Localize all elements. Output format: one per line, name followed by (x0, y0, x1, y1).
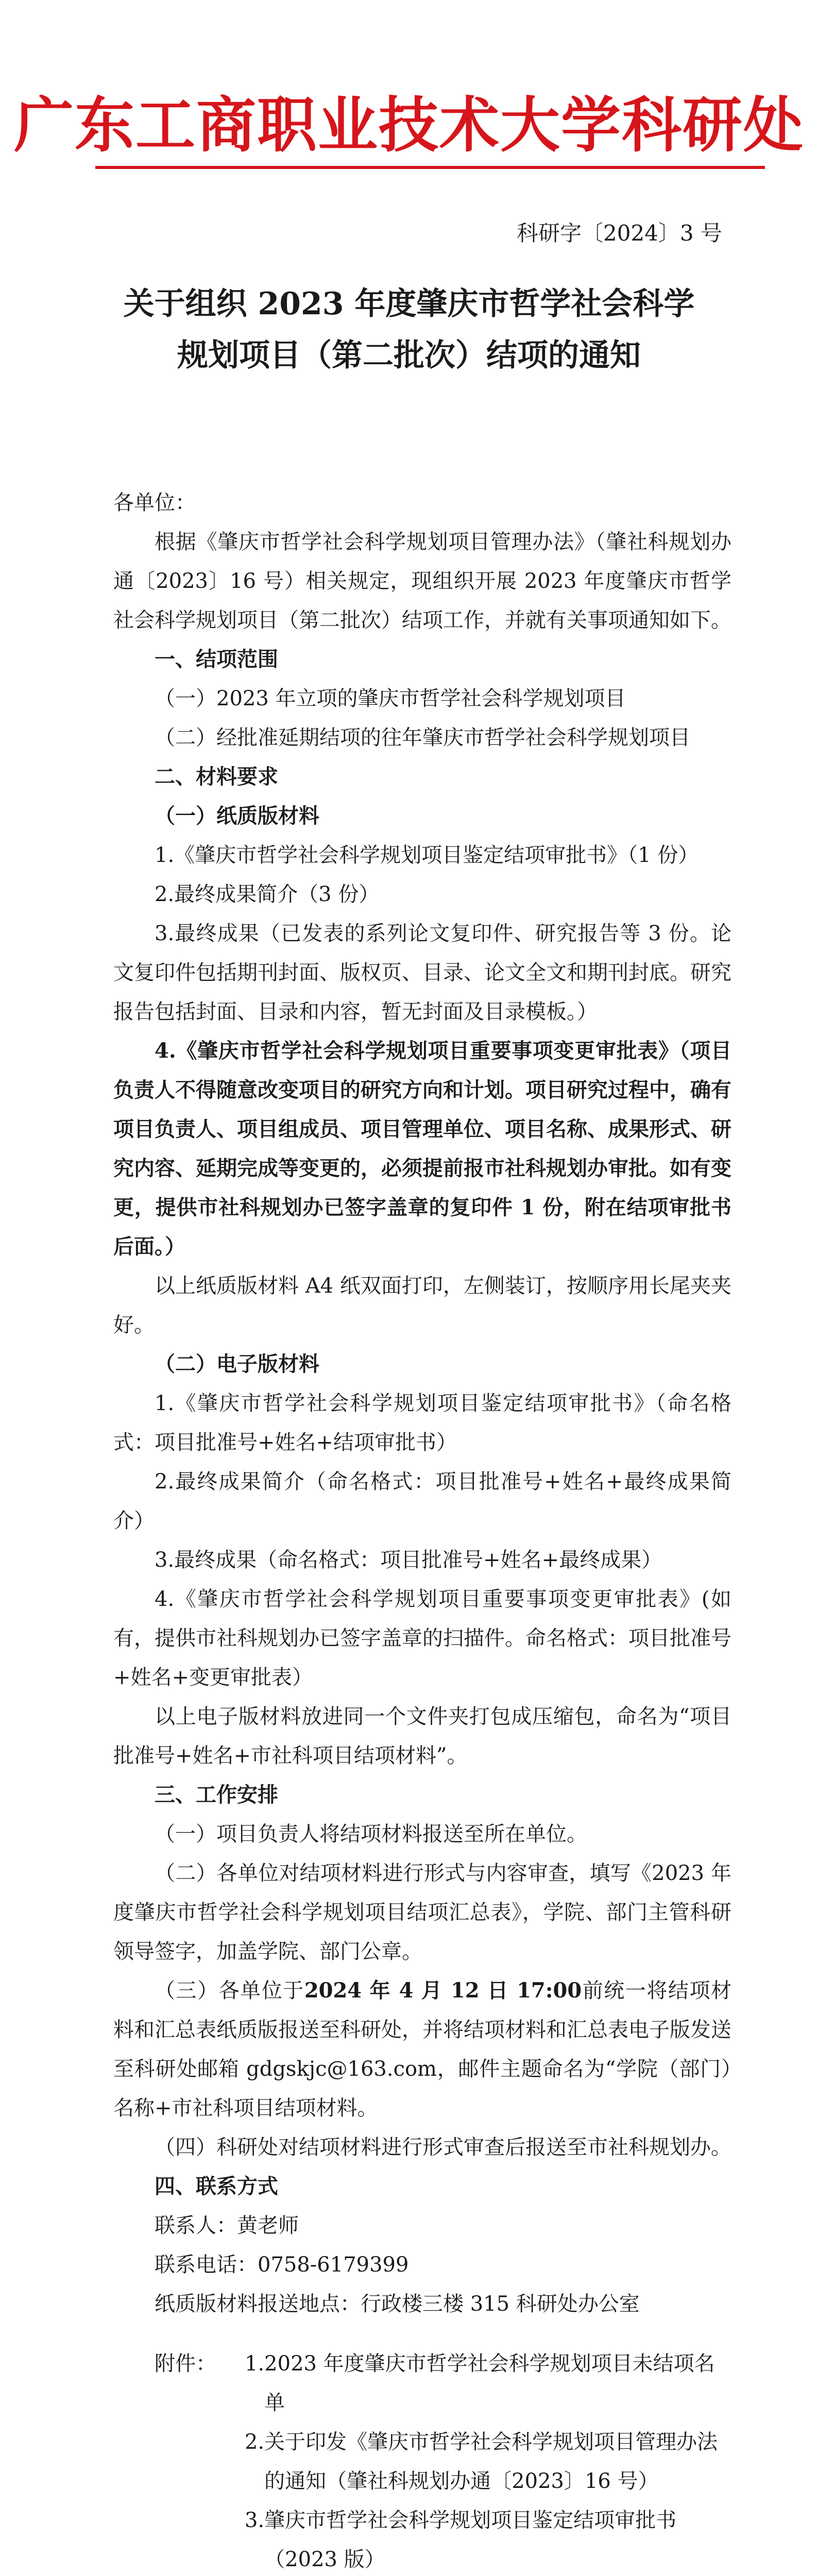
attachment-number: 3. (245, 2509, 265, 2532)
submit-place: 纸质版材料报送地点：行政楼三楼 315 科研处办公室 (155, 2292, 640, 2316)
attachment-item (245, 2422, 731, 2501)
electronic-materials-heading: （二）电子版材料 (155, 1352, 319, 1376)
document-number: 科研字〔2024〕3 号 (517, 221, 722, 246)
paper-materials-heading: （一）纸质版材料 (155, 804, 319, 828)
attachments (113, 2344, 731, 2576)
arrangement-item-2: （二）各单位对结项材料进行形式与内容审查，填写《2023 年度肇庆市哲学社会科学规划项目结项汇总表》，学院、部门主管科研领导签字，加盖学院、部门公章。 (113, 1861, 731, 1963)
intro-paragraph: 根据《肇庆市哲学社会科学规划项目管理办法》（肇社科规划办通〔2023〕16 号）相关规定，现组织开展 2023 年度肇庆市哲学社会科学规划项目（第二批次）结项工作，并就有关事项通知如下。 (113, 530, 731, 632)
electronic-materials-note: 以上电子版材料放进同一个文件夹打包成压缩包，命名为“项目批准号+姓名+市社科项目结项材料”。 (113, 1705, 731, 1768)
arrangement-item-1: （一）项目负责人将结项材料报送至所在单位。 (155, 1822, 587, 1846)
electronic-item-3: 3.最终成果（命名格式：项目批准号+姓名+最终成果） (155, 1548, 662, 1572)
contact-phone: 联系电话：0758-6179399 (155, 2253, 409, 2277)
electronic-item-1: 1.《肇庆市哲学社会科学规划项目鉴定结项审批书》（命名格式：项目批准号+姓名+结项审批书） (113, 1392, 731, 1454)
attachment-number: 2. (245, 2430, 265, 2454)
arrangement-item-3-text: 前统一将结项材料和汇总表纸质版报送至科研处，并将结项材料和汇总表电子版发送至科研处邮箱 gdgskjc@163.com，邮件主题命名为“学院（部门）名称+市社科项目结项材料。 (113, 1979, 731, 2120)
arrangement-item-3 (113, 1971, 731, 2128)
attachment-text: 关于印发《肇庆市哲学社会科学规划项目管理办法的通知（肇社科规划办通〔2023〕16 号） (264, 2430, 718, 2493)
section-2-heading: 二、材料要求 (155, 765, 278, 789)
contact-person: 联系人：黄老师 (155, 2214, 299, 2238)
attachment-number: 1. (245, 2352, 265, 2376)
salutation: 各单位： (113, 491, 196, 515)
attachment-item (245, 2501, 731, 2576)
notice-title-line-1: 关于组织 2023 年度肇庆市哲学社会科学 (123, 286, 695, 322)
section-1-item: （二）经批准延期结项的往年肇庆市哲学社会科学规划项目 (155, 726, 690, 750)
attachments-list (245, 2344, 731, 2576)
attachment-item (245, 2344, 731, 2422)
paper-item-4: 4.《肇庆市哲学社会科学规划项目重要事项变更审批表》（项目负责人不得随意改变项目的研究方向和计划。项目研究过程中，确有项目负责人、项目组成员、项目管理单位、项目名称、成果形式、研究内容、延期完成等变更的，必须提前报市社科规划办审批。如有变更，提供市社科规划办已签字盖章的复印件 1 份，附在结项审批书后面。） (113, 1039, 731, 1259)
notice-title-line-2: 规划项目（第二批次）结项的通知 (177, 337, 641, 374)
notice-body (113, 483, 731, 2576)
paper-item-3: 3.最终成果（已发表的系列论文复印件、研究报告等 3 份。论文复印件包括期刊封面、版权页、目录、论文全文和期刊封底。研究报告包括封面、目录和内容，暂无封面及目录模板。） (113, 922, 731, 1024)
header-red-rule (95, 166, 765, 169)
deadline: 2024 年 4 月 12 日 17:00 (304, 1978, 582, 2003)
section-4-heading: 四、联系方式 (155, 2174, 278, 2198)
paper-materials-note: 以上纸质版材料 A4 纸双面打印，左侧装订，按顺序用长尾夹夹好。 (113, 1274, 731, 1337)
section-1-item: （一）2023 年立项的肇庆市哲学社会科学规划项目 (155, 687, 626, 710)
arrangement-item-3-prefix: （三）各单位于 (155, 1979, 304, 2003)
paper-item-1: 1.《肇庆市哲学社会科学规划项目鉴定结项审批书》（1 份） (155, 843, 699, 867)
attachment-text: 肇庆市哲学社会科学规划项目鉴定结项审批书（2023 版） (264, 2509, 677, 2571)
section-3-heading: 三、工作安排 (155, 1783, 278, 1807)
section-1-heading: 一、结项范围 (155, 647, 278, 671)
arrangement-item-4: （四）科研处对结项材料进行形式审查后报送至市社科规划办。 (155, 2136, 731, 2159)
header-title: 广东工商职业技术大学科研处 (14, 90, 804, 160)
attachment-text: 2023 年度肇庆市哲学社会科学规划项目未结项名单 (264, 2352, 715, 2415)
attachments-label: 附件： (155, 2352, 216, 2376)
electronic-item-4: 4.《肇庆市哲学社会科学规划项目重要事项变更审批表》(如有，提供市社科规划办已签字盖章的扫描件。命名格式：项目批准号+姓名+变更审批表） (113, 1587, 731, 1689)
notice-title (0, 278, 818, 381)
paper-item-2: 2.最终成果简介（3 份） (155, 883, 380, 906)
electronic-item-2: 2.最终成果简介（命名格式：项目批准号+姓名+最终成果简介） (113, 1470, 731, 1533)
